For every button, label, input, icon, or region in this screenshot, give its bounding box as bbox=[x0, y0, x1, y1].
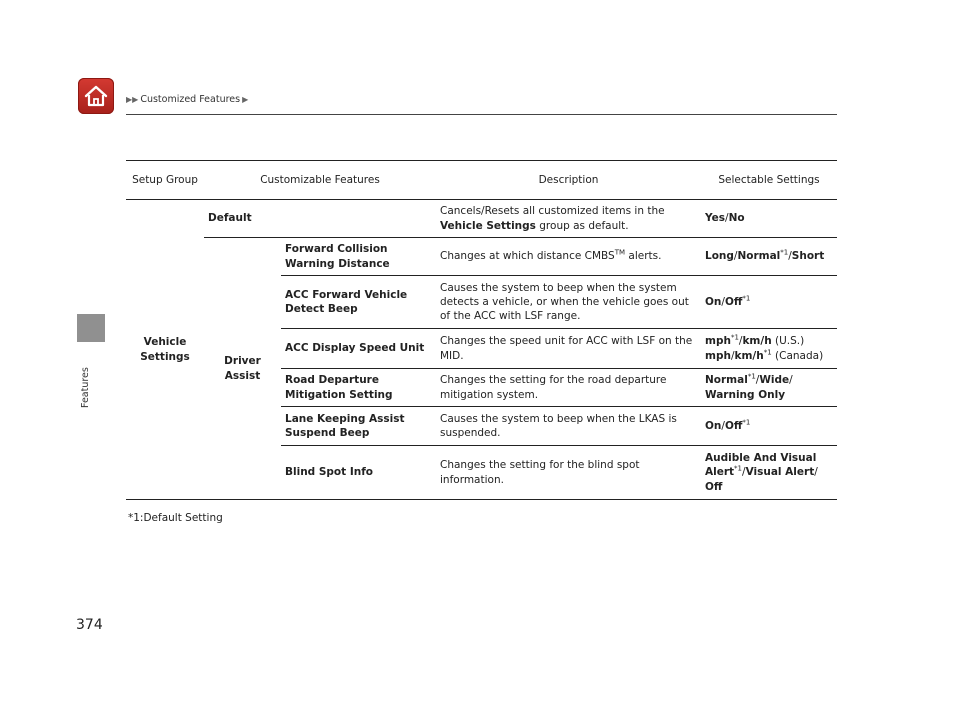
setting-acc-speed-unit: mph$^{*1}$/km/h (U.S.) mph/$km/h^{*1}$ (Canada) bbox=[701, 329, 837, 369]
breadcrumb-arrow-icon: ▶ bbox=[242, 95, 249, 104]
header-divider bbox=[126, 114, 837, 115]
breadcrumb bbox=[126, 94, 248, 105]
section-label: Features bbox=[80, 367, 91, 408]
home-button[interactable] bbox=[78, 78, 114, 114]
feature-lkas-beep: Lane Keeping Assist Suspend Beep bbox=[281, 407, 436, 446]
setting-default: Yes/No bbox=[701, 200, 837, 238]
feature-blind-spot: Blind Spot Info bbox=[281, 446, 436, 500]
feature-default: Default bbox=[204, 200, 436, 238]
footnote: *1:Default Setting bbox=[128, 512, 223, 524]
description-road-departure: Changes the setting for the road departure mitigation system. bbox=[436, 369, 701, 407]
description-forward-collision: Changes at which distance CMBS™ alerts. bbox=[436, 238, 701, 276]
setting-road-departure: Normal$^{*1}$/Wide/ Warning Only bbox=[701, 369, 837, 407]
breadcrumb-item[interactable]: Customized Features bbox=[140, 94, 241, 105]
setting-lkas-beep: On/Off$^{*1}$ bbox=[701, 407, 837, 446]
setting-acc-forward-beep: On/Off$^{*1}$ bbox=[701, 276, 837, 329]
header-setup-group: Setup Group bbox=[126, 161, 204, 200]
description-blind-spot: Changes the setting for the blind spot information. bbox=[436, 446, 701, 500]
breadcrumb-arrow-icon: ▶▶ bbox=[126, 95, 139, 104]
feature-forward-collision: Forward Collision Warning Distance bbox=[281, 238, 436, 276]
feature-acc-speed-unit: ACC Display Speed Unit bbox=[281, 329, 436, 369]
setting-blind-spot: Audible And Visual Alert$^{*1}$/Visual Alert/ Off bbox=[701, 446, 837, 500]
home-icon bbox=[83, 84, 109, 108]
feature-road-departure: Road Departure Mitigation Setting bbox=[281, 369, 436, 407]
page-number: 374 bbox=[76, 617, 103, 633]
description-lkas-beep: Causes the system to beep when the LKAS is suspended. bbox=[436, 407, 701, 446]
section-tab-marker[interactable] bbox=[77, 314, 105, 342]
subgroup-driver-assist: Driver Assist bbox=[204, 238, 281, 500]
setting-forward-collision: Long/Normal$^{*1}$/Short bbox=[701, 238, 837, 276]
description-acc-forward-beep: Causes the system to beep when the system detects a vehicle, or when the vehicle goes out of the ACC with LSF range. bbox=[436, 276, 701, 329]
header-description: Description bbox=[436, 161, 701, 200]
header-customizable-features: Customizable Features bbox=[204, 161, 436, 200]
customized-features-table bbox=[126, 160, 837, 500]
description-default: Cancels/Resets all customized items in the Vehicle Settings group as default. bbox=[436, 200, 701, 238]
header-selectable-settings: Selectable Settings bbox=[701, 161, 837, 200]
setup-group-cell: Vehicle Settings bbox=[126, 200, 204, 500]
feature-acc-forward-beep: ACC Forward Vehicle Detect Beep bbox=[281, 276, 436, 329]
description-acc-speed-unit: Changes the speed unit for ACC with LSF on the MID. bbox=[436, 329, 701, 369]
